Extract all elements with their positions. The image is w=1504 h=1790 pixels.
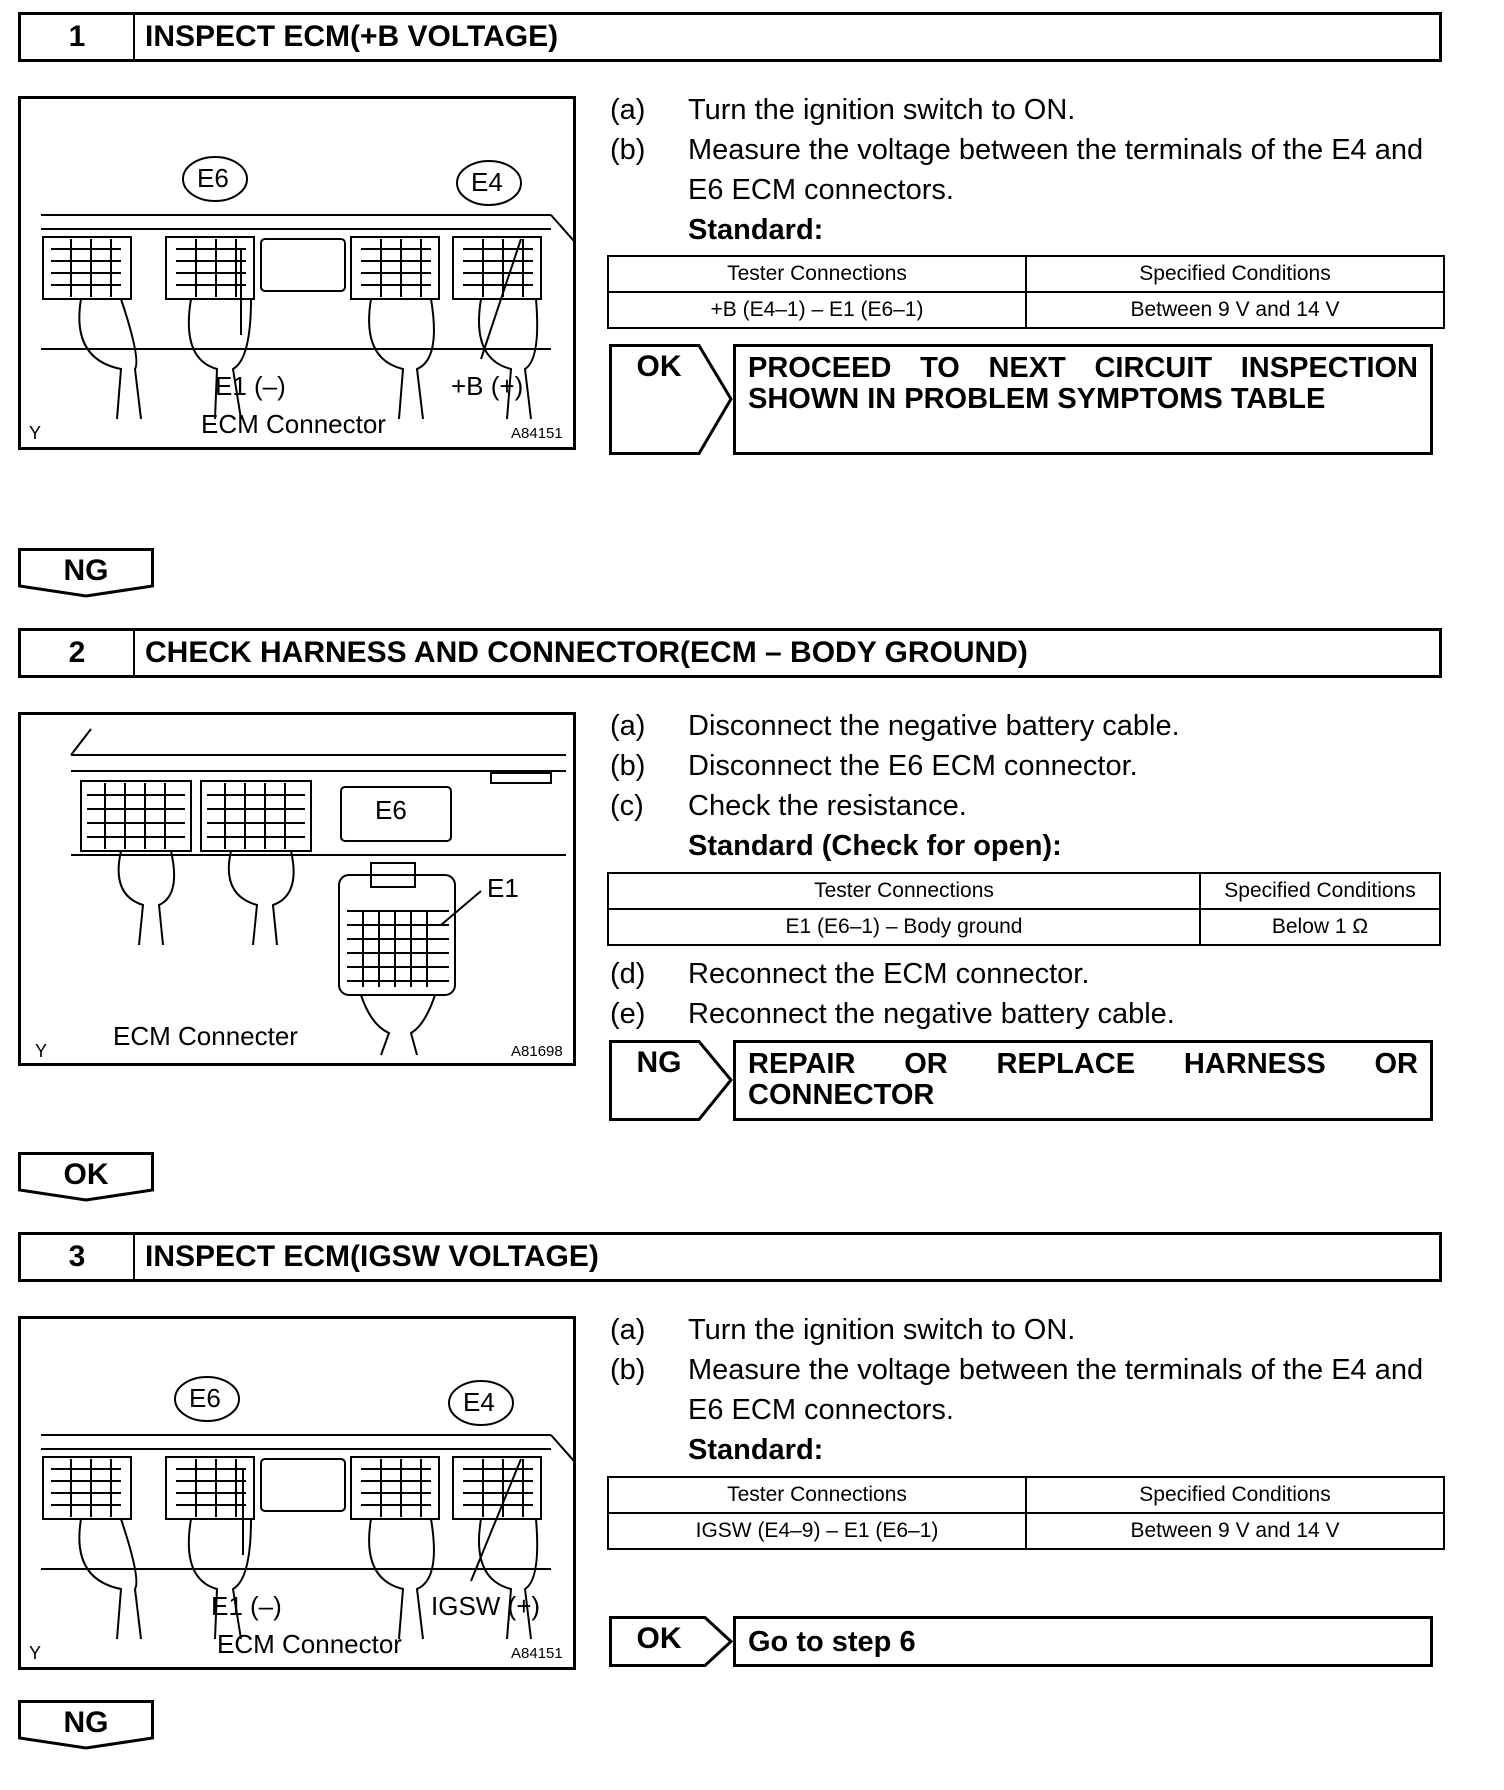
table-cell: Below 1 Ω [1200, 909, 1440, 945]
instr-label: (a) [610, 710, 646, 742]
table-header: Tester Connections [608, 1477, 1026, 1513]
step2-after-instructions [610, 954, 1450, 1034]
pin-e1-label: E1 [487, 873, 519, 903]
step2-number: 2 [21, 631, 135, 675]
instr-label: (b) [610, 750, 646, 782]
probe-negative-label: E1 (–) [215, 371, 286, 401]
instr-text: Measure the voltage between the terminals of the E4 and [688, 134, 1424, 166]
instr-text: Turn the ignition switch to ON. [688, 1314, 1076, 1346]
instr-text: Disconnect the E6 ECM connector. [688, 750, 1138, 782]
result-line: REPAIR OR REPLACE HARNESS OR [748, 1048, 1418, 1080]
instr-label: (a) [610, 1314, 646, 1346]
step2-title: CHECK HARNESS AND CONNECTOR(ECM – BODY GROUND) [145, 636, 1028, 669]
result-box [733, 1040, 1433, 1121]
instr-text: Measure the voltage between the terminals of the E4 and [688, 1354, 1424, 1386]
step3-spec-table [607, 1476, 1445, 1550]
result-tag-label: NG [636, 1046, 682, 1079]
instr-label: (e) [610, 998, 646, 1030]
table-header: Tester Connections [608, 873, 1200, 909]
table-header: Specified Conditions [1200, 873, 1440, 909]
probe-negative-label: E1 (–) [211, 1591, 282, 1621]
figure-caption: ECM Connector [217, 1629, 402, 1659]
result-line: CONNECTOR [748, 1079, 935, 1111]
flow-label: NG [63, 554, 109, 587]
result-tag [609, 1616, 731, 1667]
step2-spec-table [607, 872, 1441, 946]
step3-header [18, 1232, 1442, 1282]
step2-instructions [610, 706, 1450, 866]
flow-label: NG [63, 1706, 109, 1739]
figure-code: A81698 [511, 1043, 563, 1060]
connector-e6-label: E6 [375, 795, 407, 825]
instr-label: (c) [610, 790, 644, 822]
instr-text: Turn the ignition switch to ON. [688, 94, 1076, 126]
figure-code: A84151 [511, 425, 563, 442]
figure-caption: ECM Connector [201, 409, 386, 439]
step1-number: 1 [21, 15, 135, 59]
figure-caption: ECM Connecter [113, 1021, 298, 1051]
instr-text: Check the resistance. [688, 790, 967, 822]
step1-figure [18, 96, 576, 450]
flow-label: OK [63, 1158, 109, 1191]
table-header: Tester Connections [608, 256, 1026, 292]
step3-title: INSPECT ECM(IGSW VOLTAGE) [145, 1240, 599, 1273]
step3-flow-tag [18, 1700, 154, 1750]
standard-label: Standard: [688, 1434, 824, 1466]
standard-label: Standard (Check for open): [688, 830, 1062, 862]
step1-instructions [610, 90, 1450, 250]
result-tag [609, 1040, 731, 1121]
standard-label: Standard: [688, 214, 824, 246]
figure-corner-mark: Y [29, 1643, 42, 1663]
step1-flow-tag [18, 548, 154, 598]
connector-e6-label: E6 [189, 1383, 221, 1413]
instr-text: Reconnect the negative battery cable. [688, 998, 1175, 1030]
step3-figure [18, 1316, 576, 1670]
instr-text: Reconnect the ECM connector. [688, 958, 1090, 990]
instr-label: (b) [610, 1354, 646, 1386]
table-header: Specified Conditions [1026, 1477, 1444, 1513]
result-tag-label: OK [636, 1622, 682, 1655]
result-tag [609, 344, 731, 455]
connector-e6-label: E6 [197, 163, 229, 193]
step3-number: 3 [21, 1235, 135, 1279]
figure-corner-mark: Y [29, 423, 42, 443]
figure-code: A84151 [511, 1645, 563, 1662]
instr-text: Disconnect the negative battery cable. [688, 710, 1180, 742]
table-cell: +B (E4–1) – E1 (E6–1) [608, 292, 1026, 328]
probe-positive-label: +B (+) [451, 371, 524, 401]
result-line: PROCEED TO NEXT CIRCUIT INSPECTION [748, 352, 1418, 384]
instr-label: (d) [610, 958, 646, 990]
table-cell: Between 9 V and 14 V [1026, 292, 1444, 328]
result-line: SHOWN IN PROBLEM SYMPTOMS TABLE [748, 383, 1326, 415]
table-cell: E1 (E6–1) – Body ground [608, 909, 1200, 945]
step2-figure [18, 712, 576, 1066]
result-box [733, 1616, 1433, 1667]
table-cell: Between 9 V and 14 V [1026, 1513, 1444, 1549]
instr-text: E6 ECM connectors. [688, 174, 954, 206]
instr-text: E6 ECM connectors. [688, 1394, 954, 1426]
step1-title: INSPECT ECM(+B VOLTAGE) [145, 20, 559, 53]
step2-flow-tag [18, 1152, 154, 1202]
probe-positive-label: IGSW (+) [431, 1591, 541, 1621]
table-header: Specified Conditions [1026, 256, 1444, 292]
table-cell: IGSW (E4–9) – E1 (E6–1) [608, 1513, 1026, 1549]
connector-e4-label: E4 [471, 167, 503, 197]
step1-spec-table [607, 255, 1445, 329]
instr-label: (a) [610, 94, 646, 126]
figure-corner-mark: Y [35, 1041, 48, 1061]
result-line: Go to step 6 [748, 1626, 916, 1658]
step2-header [18, 628, 1442, 678]
result-box [733, 344, 1433, 455]
instr-label: (b) [610, 134, 646, 166]
step1-header [18, 12, 1442, 62]
step3-instructions [610, 1310, 1450, 1470]
result-tag-label: OK [636, 350, 682, 383]
connector-e4-label: E4 [463, 1387, 495, 1417]
